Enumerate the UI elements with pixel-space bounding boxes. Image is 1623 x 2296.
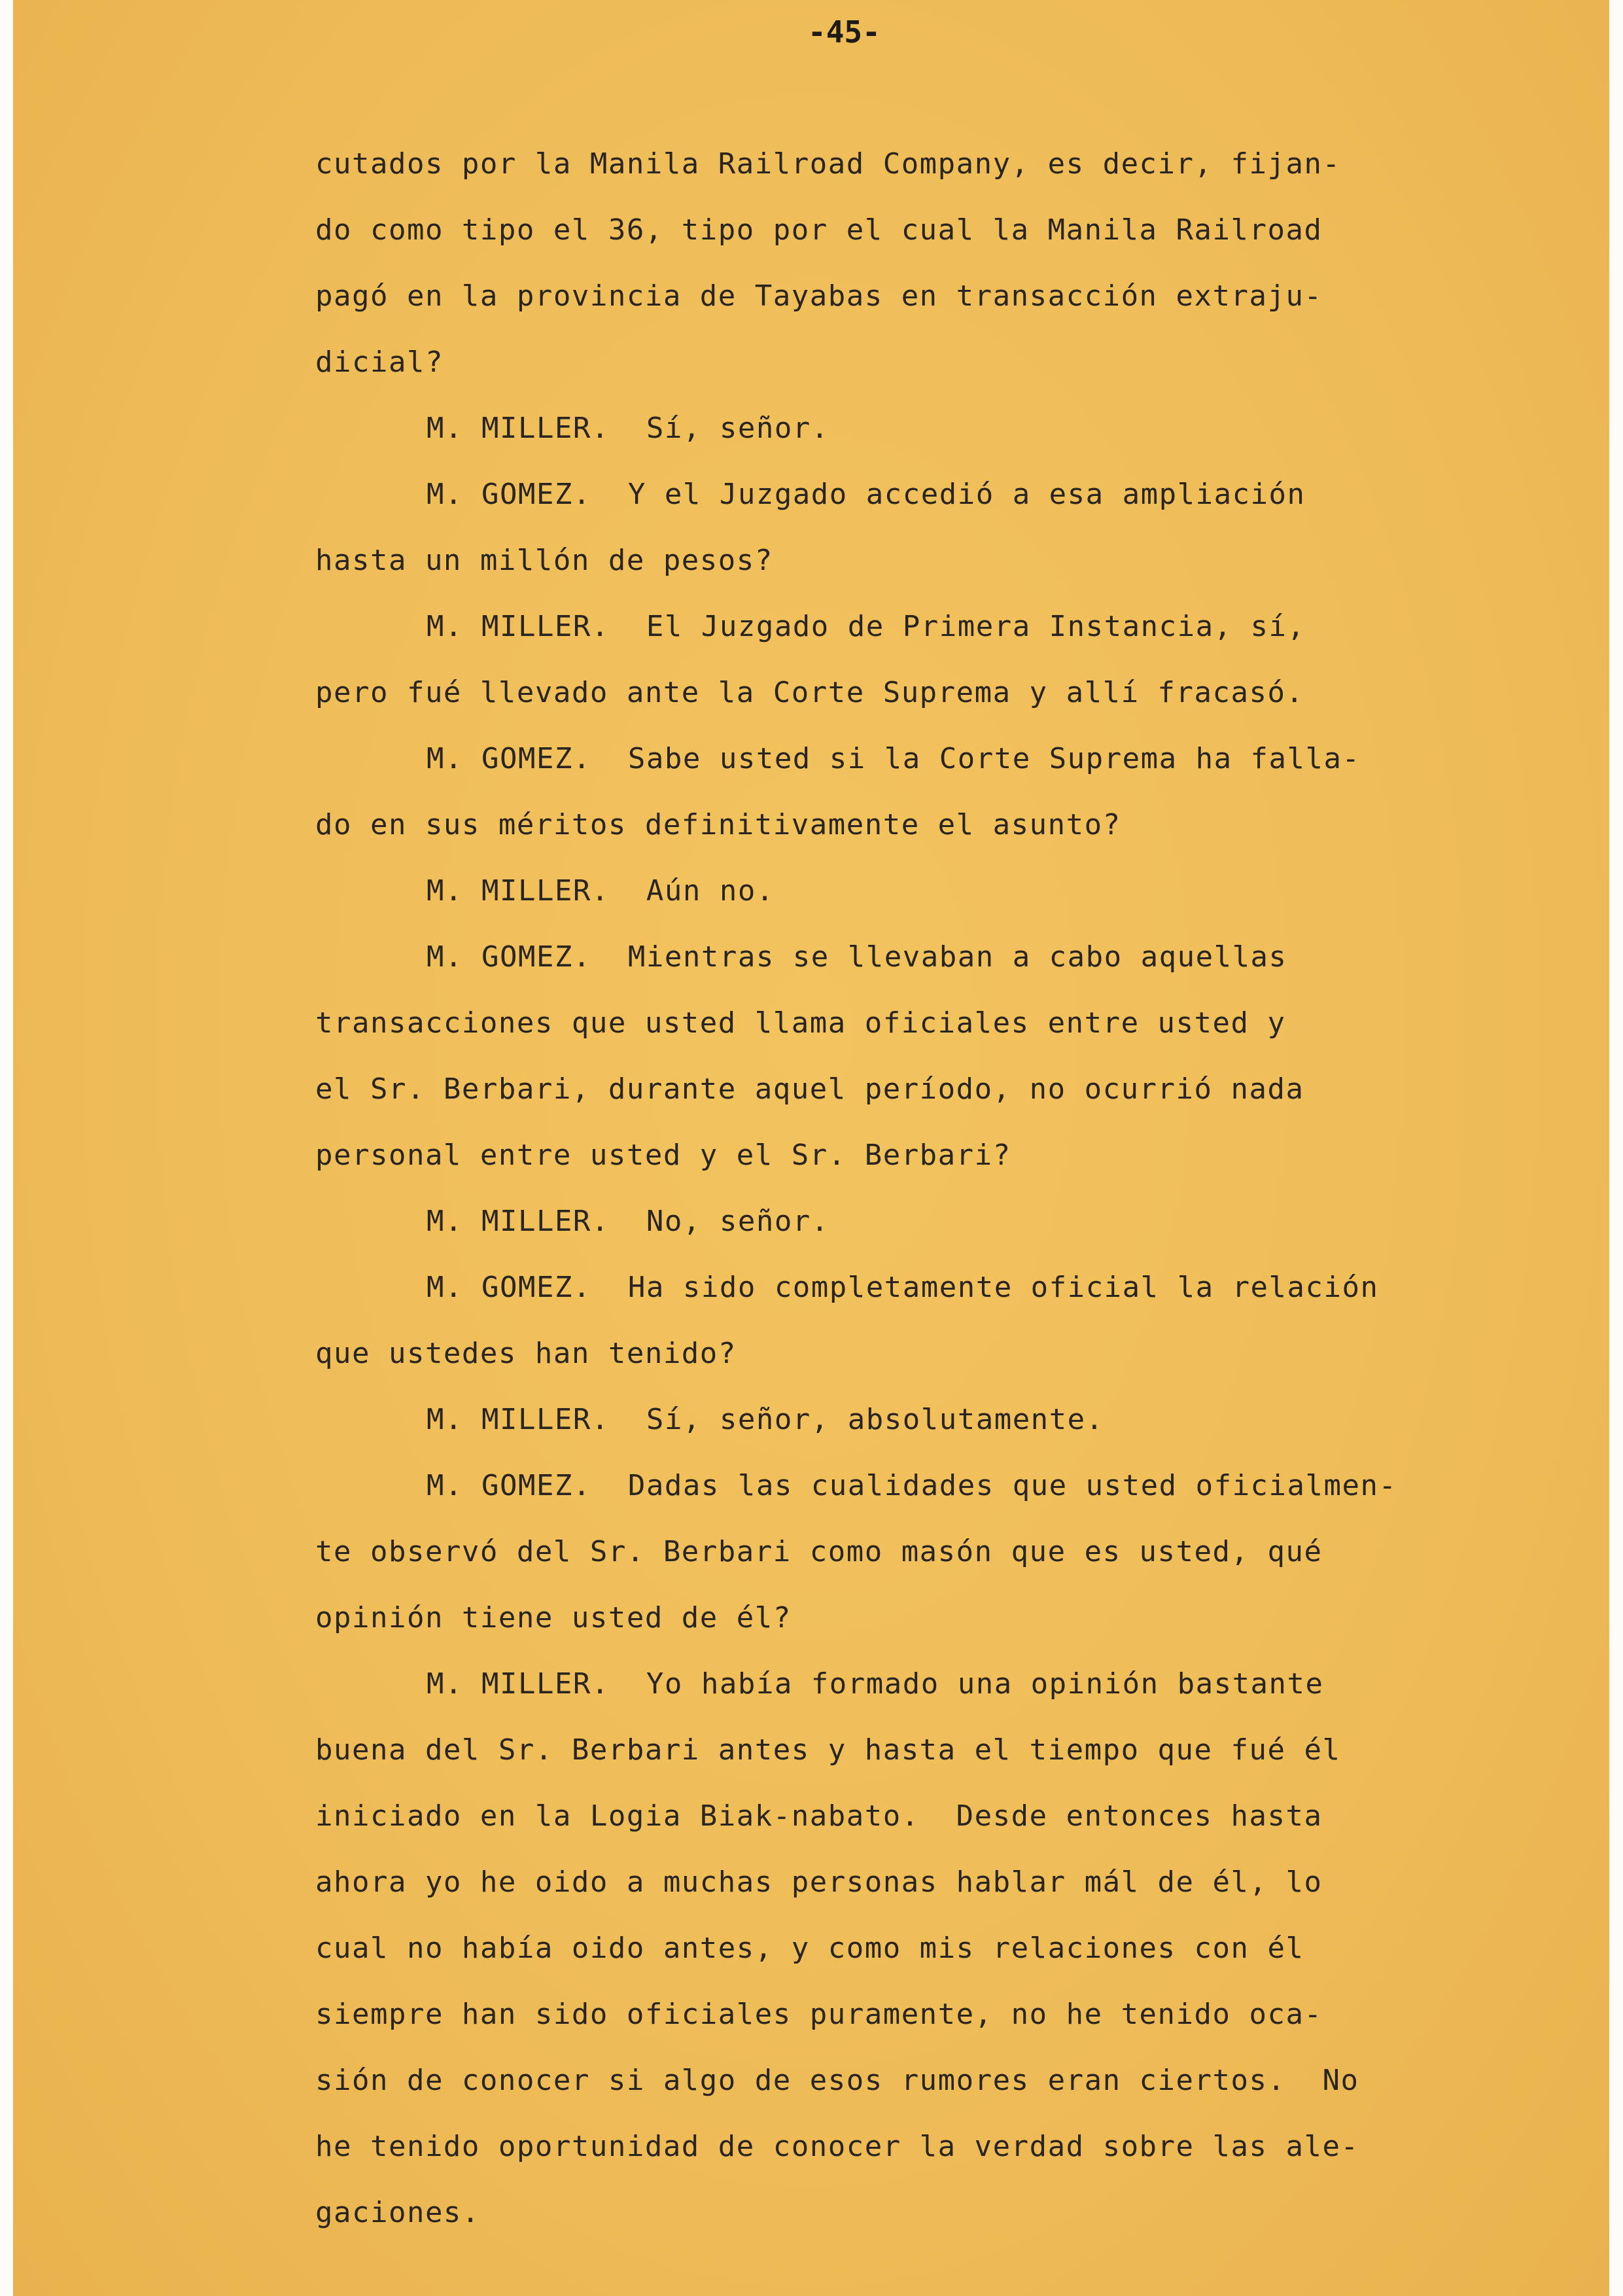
text-line: M. GOMEZ. Ha sido completamente oficial la relación bbox=[427, 1271, 1379, 1304]
text-line: te observó del Sr. Berbari como masón que es usted, qué bbox=[315, 1535, 1323, 1568]
text-line: M. GOMEZ. Dadas las cualidades que usted oficialmen- bbox=[427, 1469, 1397, 1502]
page-number: -45- bbox=[808, 14, 881, 50]
text-line: M. MILLER. Aún no. bbox=[427, 874, 775, 908]
text-line: M. GOMEZ. Y el Juzgado accedió a esa ampliación bbox=[427, 478, 1306, 511]
text-line: buena del Sr. Berbari antes y hasta el tiempo que fué él bbox=[315, 1733, 1341, 1767]
text-line: pagó en la provincia de Tayabas en transacción extraju- bbox=[315, 279, 1323, 313]
text-line: transacciones que usted llama oficiales entre usted y bbox=[315, 1006, 1286, 1040]
text-line: pero fué llevado ante la Corte Suprema y allí fracasó. bbox=[315, 676, 1304, 709]
text-line: el Sr. Berbari, durante aquel período, no ocurrió nada bbox=[315, 1072, 1304, 1106]
text-line: dicial? bbox=[315, 345, 444, 379]
text-line: M. MILLER. El Juzgado de Primera Instancia, sí, bbox=[427, 610, 1306, 643]
document-page bbox=[13, 0, 1609, 2296]
text-line: iniciado en la Logia Biak-nabato. Desde entonces hasta bbox=[315, 1799, 1323, 1833]
text-line: do en sus méritos definitivamente el asunto? bbox=[315, 808, 1121, 841]
text-line: gaciones. bbox=[315, 2196, 480, 2229]
text-line: que ustedes han tenido? bbox=[315, 1337, 737, 1370]
text-line: M. MILLER. No, señor. bbox=[427, 1205, 829, 1238]
text-line: ahora yo he oido a muchas personas hablar mál de él, lo bbox=[315, 1865, 1323, 1899]
text-line: opinión tiene usted de él? bbox=[315, 1601, 792, 1634]
text-line: M. MILLER. Sí, señor. bbox=[427, 412, 829, 445]
text-line: siempre han sido oficiales puramente, no he tenido oca- bbox=[315, 1998, 1323, 2031]
text-line: personal entre usted y el Sr. Berbari? bbox=[315, 1139, 1011, 1172]
transcript-body bbox=[315, 131, 1506, 2246]
text-line: hasta un millón de pesos? bbox=[315, 544, 773, 577]
text-line: cual no había oido antes, y como mis relaciones con él bbox=[315, 1932, 1304, 1965]
text-line: M. GOMEZ. Mientras se llevaban a cabo aquellas bbox=[427, 940, 1287, 974]
text-line: he tenido oportunidad de conocer la verdad sobre las ale- bbox=[315, 2130, 1359, 2163]
text-line: do como tipo el 36, tipo por el cual la Manila Railroad bbox=[315, 213, 1323, 247]
text-line: M. MILLER. Sí, señor, absolutamente. bbox=[427, 1403, 1104, 1436]
text-line: sión de conocer si algo de esos rumores eran ciertos. No bbox=[315, 2064, 1359, 2097]
text-line: M. MILLER. Yo había formado una opinión bastante bbox=[427, 1667, 1324, 1701]
text-line: cutados por la Manila Railroad Company, es decir, fijan- bbox=[315, 147, 1341, 181]
text-line: M. GOMEZ. Sabe usted si la Corte Suprema ha falla- bbox=[427, 742, 1361, 775]
